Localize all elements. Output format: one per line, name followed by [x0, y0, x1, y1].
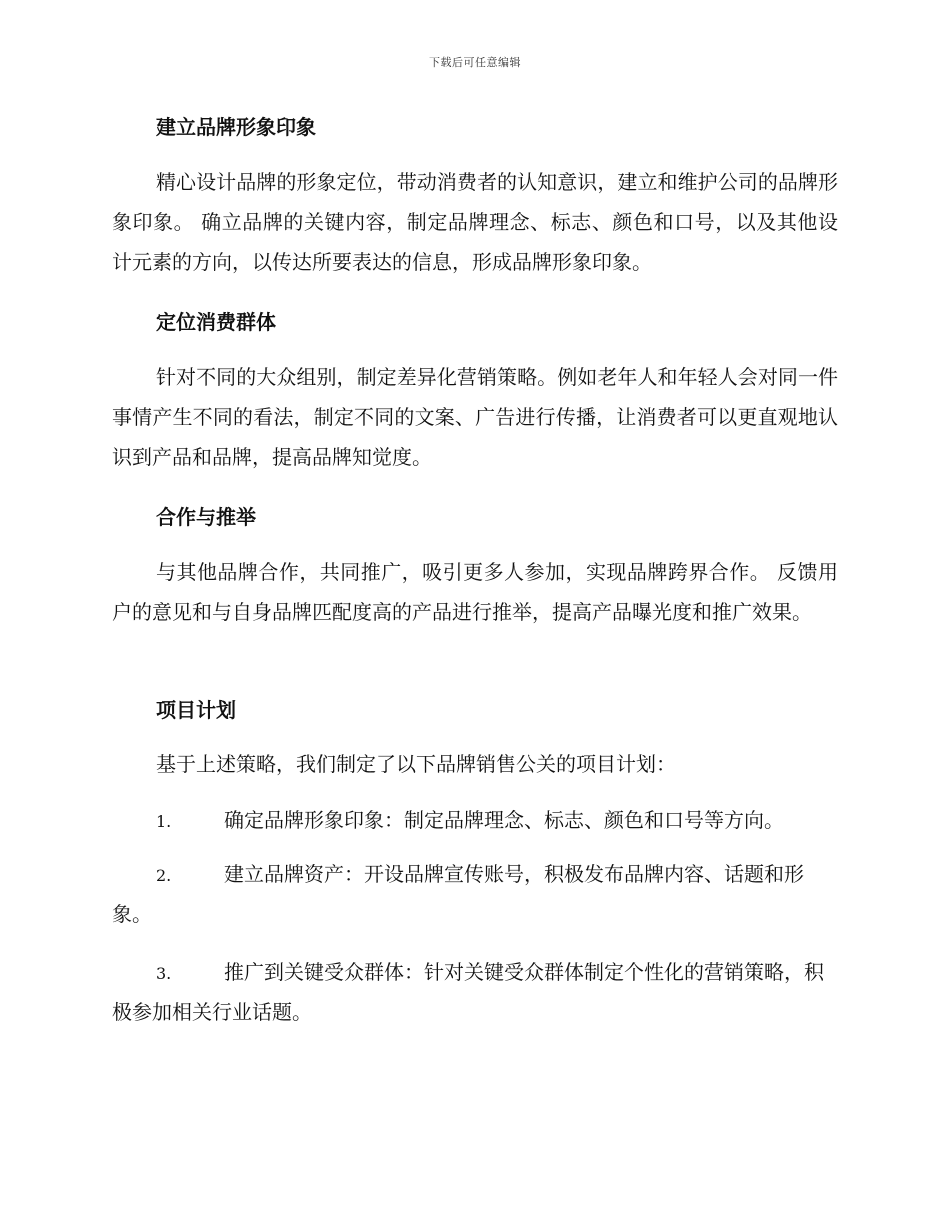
plan-list-item	[112, 953, 838, 1031]
section-paragraph-brand-image: 精心设计品牌的形象定位，带动消费者的认知意识，建立和维护公司的品牌形象印象。 确立品牌的关键内容，制定品牌理念、标志、颜色和口号，以及其他设计元素的方向，以传达所要表达的信息，形成品牌形象印象。	[112, 170, 838, 274]
page-header: 下载后可任意编辑	[429, 56, 521, 69]
plan-list-item	[112, 801, 838, 841]
plan-list-item	[112, 855, 838, 933]
plan-item-number: 2.	[156, 866, 172, 885]
section-heading-cooperation: 合作与推举	[156, 505, 256, 529]
section-paragraph-cooperation: 与其他品牌合作，共同推广，吸引更多人参加，实现品牌跨界合作。 反馈用户的意见和与自身品牌匹配度高的产品进行推举，提高产品曝光度和推广效果。	[112, 560, 838, 624]
plan-item-text: 确定品牌形象印象：制定品牌理念、标志、颜色和口号等方向。	[224, 808, 784, 832]
plan-item-number: 3.	[156, 964, 172, 983]
plan-item-text: 建立品牌资产：开设品牌宣传账号，积极发布品牌内容、话题和形象。	[112, 862, 804, 926]
section-heading-project-plan: 项目计划	[156, 698, 236, 722]
section-paragraph-project-plan: 基于上述策略，我们制定了以下品牌销售公关的项目计划：	[156, 752, 676, 776]
section-heading-target-group: 定位消费群体	[156, 310, 276, 334]
section-heading-brand-image: 建立品牌形象印象	[156, 115, 316, 139]
plan-item-number: 1.	[156, 812, 172, 831]
section-paragraph-target-group: 针对不同的大众组别，制定差异化营销策略。例如老年人和年轻人会对同一件事情产生不同的看法，制定不同的文案、广告进行传播，让消费者可以更直观地认识到产品和品牌，提高品牌知觉度。	[112, 365, 838, 469]
plan-item-text: 推广到关键受众群体：针对关键受众群体制定个性化的营销策略，积极参加相关行业话题。	[112, 960, 824, 1024]
